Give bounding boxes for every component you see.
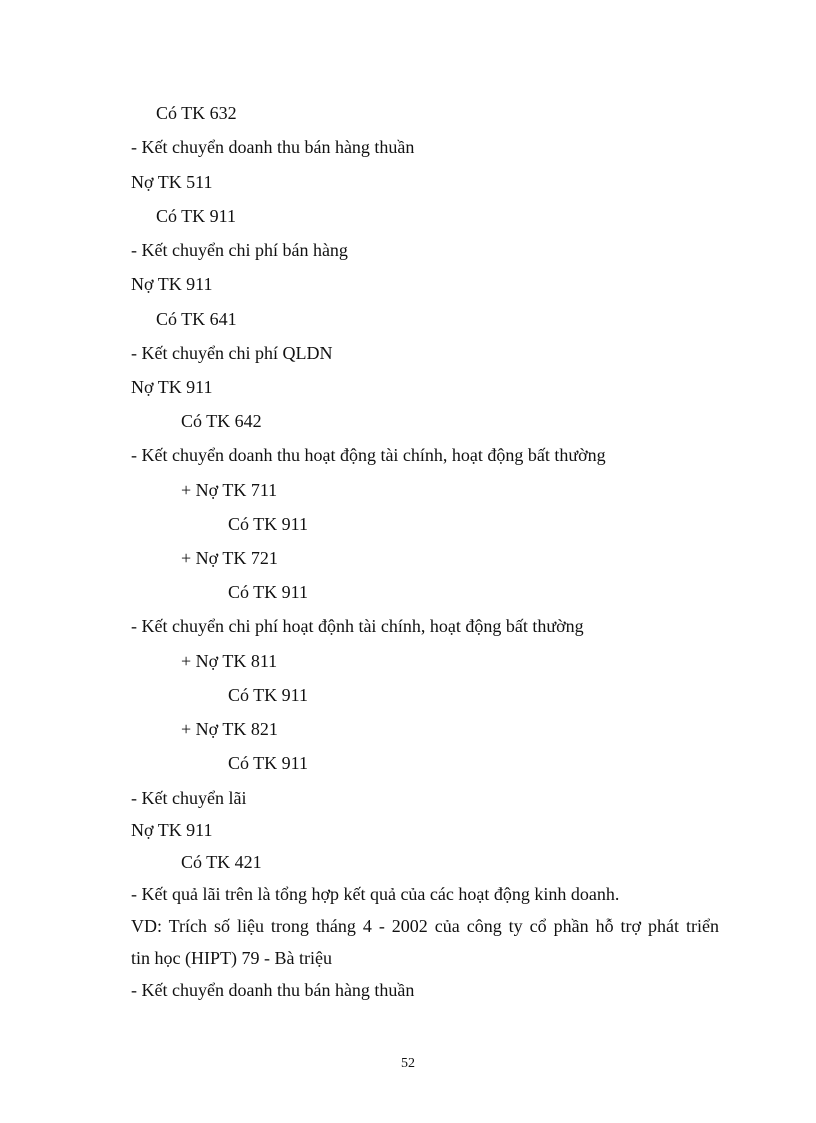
line-co-642: Có TK 642 (181, 411, 262, 431)
line-no-911: Nợ TK 911 (131, 377, 213, 397)
line-co-911: Có TK 911 (228, 753, 309, 773)
line-co-421: Có TK 421 (181, 852, 262, 872)
line-co-911: Có TK 911 (228, 685, 309, 705)
line-no-511: Nợ TK 511 (131, 172, 213, 192)
line-no-911: Nợ TK 911 (131, 274, 213, 294)
line-vd-example: VD: Trích số liệu trong tháng 4 - 2002 của công ty cổ phần hỗ trợ phát triển (131, 916, 719, 936)
line-heading-dt-tai-chinh: - Kết chuyển doanh thu hoạt động tài chính, hoạt động bất thường (131, 445, 606, 465)
line-co-641: Có TK 641 (156, 309, 237, 329)
line-no-811: + Nợ TK 811 (181, 651, 278, 671)
line-no-911: Nợ TK 911 (131, 820, 213, 840)
line-co-632: Có TK 632 (156, 103, 237, 123)
line-no-721: + Nợ TK 721 (181, 548, 278, 568)
line-co-911: Có TK 911 (228, 514, 309, 534)
line-vd-continued: tin học (HIPT) 79 - Bà triệu (131, 948, 332, 968)
line-no-821: + Nợ TK 821 (181, 719, 278, 739)
line-heading-cp-ban-hang: - Kết chuyển chi phí bán hàng (131, 240, 348, 260)
page-number: 52 (401, 1056, 415, 1071)
line-co-911: Có TK 911 (228, 582, 309, 602)
line-co-911: Có TK 911 (156, 206, 237, 226)
line-ket-qua-lai: - Kết quả lãi trên là tổng hợp kết quả của các hoạt động kinh doanh. (131, 884, 620, 904)
line-heading-dt-ban-hang: - Kết chuyển doanh thu bán hàng thuần (131, 980, 415, 1000)
line-no-711: + Nợ TK 711 (181, 480, 278, 500)
line-heading-lai: - Kết chuyển lãi (131, 788, 247, 808)
line-heading-cp-tai-chinh: - Kết chuyển chi phí hoạt độnh tài chính, hoạt động bất thường (131, 616, 584, 636)
line-heading-cp-qldn: - Kết chuyển chi phí QLDN (131, 343, 333, 363)
line-heading-dt-ban-hang: - Kết chuyển doanh thu bán hàng thuần (131, 137, 415, 157)
